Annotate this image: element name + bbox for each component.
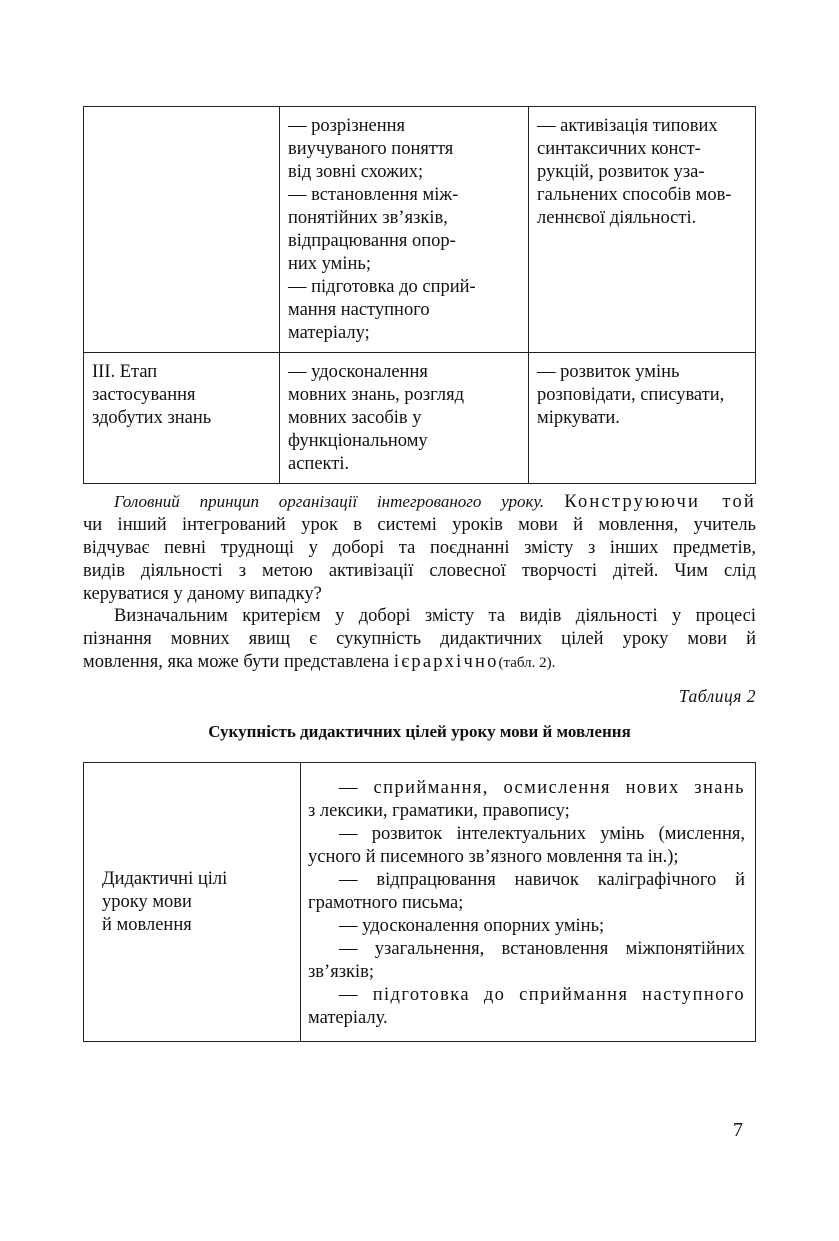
- cell-line: аспекті.: [288, 454, 350, 474]
- cell-line: відпрацювання опор-: [288, 231, 456, 251]
- table-row: [84, 353, 756, 484]
- text-line: відчуває певні труднощі у доборі та поєднанні змісту з інших предметів,: [83, 538, 756, 558]
- content-cell: [280, 107, 529, 353]
- cell-line: виучуваного поняття: [288, 139, 454, 159]
- cell-line: леннєвої діяльності.: [537, 208, 697, 228]
- text-fragment: мовлення, яка може бути представлена: [83, 652, 390, 672]
- goal-line: з лексики, граматики, правопису;: [308, 801, 570, 821]
- cell-line: й мовлення: [102, 914, 192, 935]
- paragraph-principle: [83, 490, 756, 606]
- cell-line: — розвиток умінь: [537, 362, 680, 382]
- speech-cell: [529, 353, 756, 484]
- text-line: чи інший інтегрований урок в системі уроків мови й мовлення, учитель: [83, 515, 756, 535]
- cell-line: функціональному: [288, 431, 428, 451]
- stages-table: [83, 106, 756, 484]
- text-line: [83, 651, 756, 675]
- goal-line: — розвиток інтелектуальних умінь (мислення,: [339, 824, 745, 844]
- italic-heading: Головний принцип організації інтегрованого уроку.: [114, 492, 545, 511]
- cell-line: розповідати, списувати,: [537, 385, 725, 405]
- text-line: видів діяльності з метою активізації словесної творчості дітей. Чим слід: [83, 561, 756, 581]
- goals-table: [83, 762, 756, 1042]
- table-title: Сукупність дидактичних цілей уроку мови й мовлення: [208, 722, 631, 741]
- cell-line: синтаксичних конст-: [537, 139, 701, 159]
- cell-line: — встановлення між-: [288, 185, 459, 205]
- table-reference: (табл. 2).: [498, 655, 556, 671]
- goals-heading-cell: [84, 763, 301, 1042]
- cell-line: застосування: [92, 385, 196, 405]
- paragraph-criterion: [83, 605, 756, 675]
- table-row: [84, 763, 756, 1042]
- cell-line: понятійних зв’язків,: [288, 208, 448, 228]
- goal-line: — відпрацювання навичок каліграфічного й: [339, 870, 745, 890]
- speech-cell: [529, 107, 756, 353]
- goal-line: — удосконалення опорних умінь;: [339, 916, 605, 936]
- cell-line: гальнених способів мов-: [537, 185, 732, 205]
- cell-line: — активізація типових: [537, 116, 718, 136]
- table-label: Таблиця 2: [678, 686, 756, 706]
- table-row: [84, 107, 756, 353]
- page-number: 7: [733, 1119, 743, 1141]
- goal-line: зв’язків;: [308, 962, 375, 982]
- cell-line: матеріалу;: [288, 323, 370, 343]
- cell-line: рукцій, розвиток уза-: [537, 162, 705, 182]
- content-cell: [280, 353, 529, 484]
- goal-line: матеріалу.: [308, 1008, 388, 1028]
- cell-line: мовних засобів у: [288, 408, 422, 428]
- cell-line: — розрізнення: [288, 116, 406, 136]
- cell-line: — удосконалення: [288, 362, 428, 382]
- cell-line: них умінь;: [288, 254, 372, 274]
- goals-list-cell: [301, 763, 756, 1042]
- text-line: пізнання мовних явищ є сукупність дидактичних цілей уроку мови й: [83, 629, 756, 649]
- stage-cell: [84, 107, 280, 353]
- cell-line: мання наступного: [288, 300, 430, 320]
- cell-line: — підготовка до сприй-: [288, 277, 476, 297]
- spaced-text: ієрархічно: [393, 652, 499, 672]
- cell-line: уроку мови: [102, 891, 192, 912]
- text-line: Визначальним критерієм у доборі змісту та видів діяльності у процесі: [114, 606, 756, 626]
- cell-line: міркувати.: [537, 408, 620, 428]
- cell-line: мовних знань, розгляд: [288, 385, 464, 405]
- goal-line: усного й писемного зв’язного мовлення та ін.);: [308, 847, 679, 867]
- stage-cell: [84, 353, 280, 484]
- text-line: [83, 490, 756, 514]
- cell-line: від зовні схожих;: [288, 162, 424, 182]
- goal-line: — підготовка до сприймання наступного: [339, 985, 745, 1005]
- goal-line: — узагальнення, встановлення міжпонятійних: [339, 939, 745, 959]
- text-line: керуватися у даному випадку?: [83, 584, 322, 604]
- goal-line: грамотного письма;: [308, 893, 464, 913]
- spaced-text: Конструюючи той: [564, 492, 756, 512]
- goal-line: — сприймання, осмислення нових знань: [339, 778, 745, 798]
- cell-line: Дидактичні цілі: [102, 868, 228, 889]
- cell-line: ІІІ. Етап: [92, 362, 158, 382]
- cell-line: здобутих знань: [92, 408, 212, 428]
